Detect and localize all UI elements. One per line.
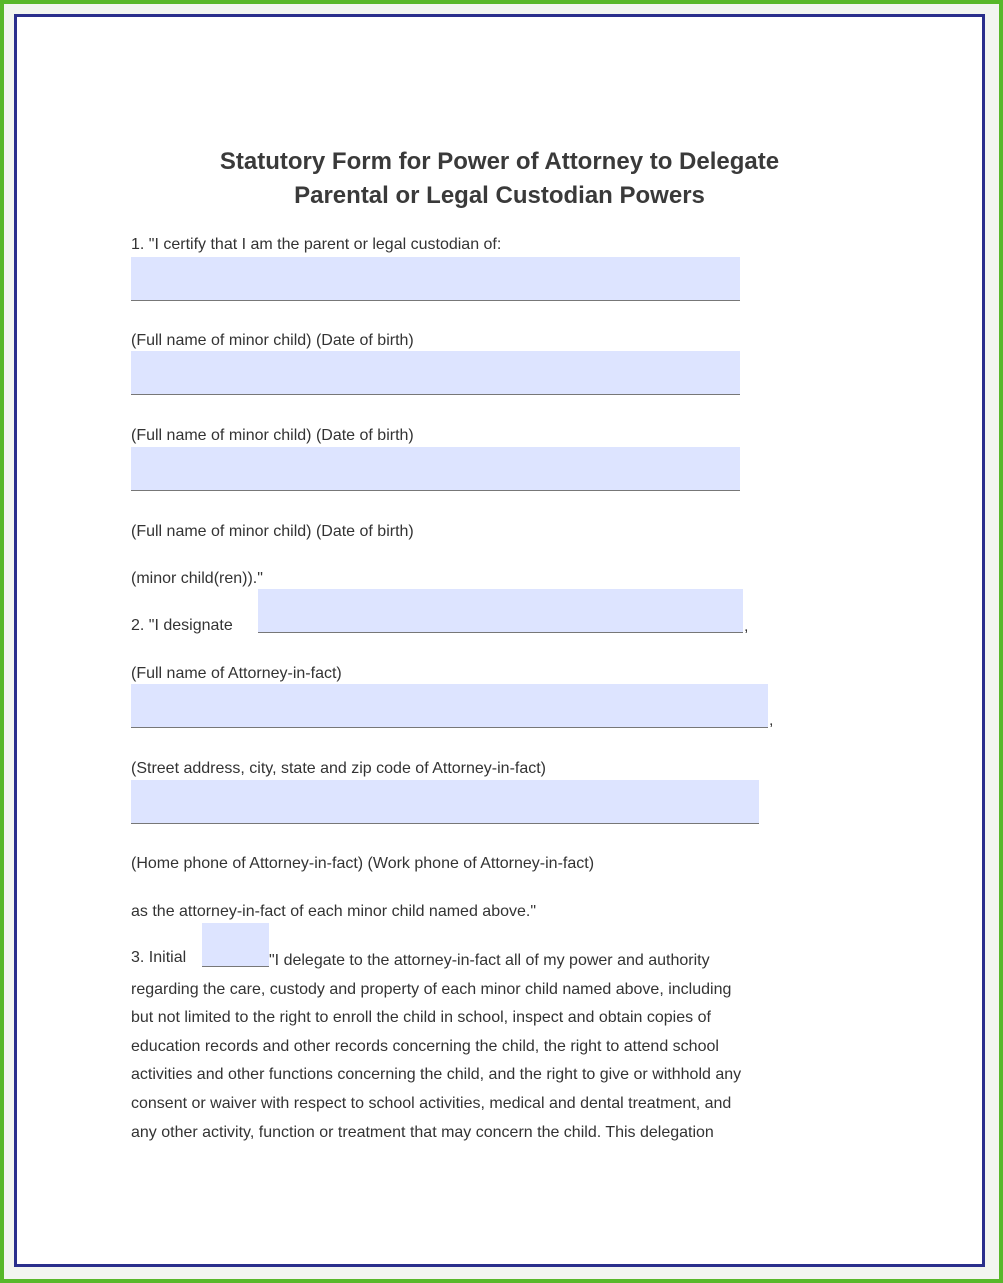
section1-closing: (minor child(ren))." (131, 570, 263, 587)
paragraph-line-5: activities and other functions concerning the child, and the right to give or withhold any (131, 1066, 742, 1084)
minor-child-1-field[interactable] (131, 257, 740, 301)
address-label: (Street address, city, state and zip code of Attorney-in-fact) (131, 760, 547, 777)
paragraph-line-4: education records and other records concerning the child, the right to attend school (131, 1037, 719, 1055)
address-suffix: , (769, 712, 774, 729)
form-document (17, 17, 982, 1264)
designate-prefix: 2. "I designate (131, 617, 233, 634)
paragraph-line-7: any other activity, function or treatment that may concern the child. This delegation (131, 1123, 714, 1141)
section2-closing: as the attorney-in-fact of each minor child named above." (131, 903, 537, 920)
paragraph-line-2: regarding the care, custody and property of each minor child named above, including (131, 980, 732, 998)
initial-prefix: 3. Initial (131, 949, 187, 966)
title-line-2: Parental or Legal Custodian Powers (294, 182, 705, 209)
minor-child-3-field[interactable] (131, 447, 740, 491)
attorney-name-label: (Full name of Attorney-in-fact) (131, 665, 342, 682)
document-page (14, 14, 985, 1267)
paragraph-line-3: but not limited to the right to enroll the child in school, inspect and obtain copies of (131, 1009, 711, 1027)
designate-suffix: , (744, 618, 749, 635)
paragraph-line-6: consent or waiver with respect to school activities, medical and dental treatment, and (131, 1094, 732, 1112)
minor-child-2-field[interactable] (131, 351, 740, 395)
section1-intro: 1. "I certify that I am the parent or legal custodian of: (131, 236, 502, 253)
attorney-name-field[interactable] (258, 589, 743, 633)
phone-label: (Home phone of Attorney-in-fact) (Work phone of Attorney-in-fact) (131, 855, 595, 872)
child-label-2: (Full name of minor child) (Date of birth) (131, 427, 414, 444)
title-line-1: Statutory Form for Power of Attorney to Delegate (219, 148, 780, 175)
attorney-phone-field[interactable] (131, 780, 759, 824)
document-title (17, 145, 982, 213)
paragraph-line-1: "I delegate to the attorney-in-fact all of my power and authority (269, 952, 710, 969)
delegation-paragraph (131, 947, 891, 1147)
child-label-3: (Full name of minor child) (Date of birth) (131, 523, 414, 540)
child-label-1: (Full name of minor child) (Date of birth) (131, 332, 414, 349)
attorney-address-field[interactable] (131, 684, 768, 728)
